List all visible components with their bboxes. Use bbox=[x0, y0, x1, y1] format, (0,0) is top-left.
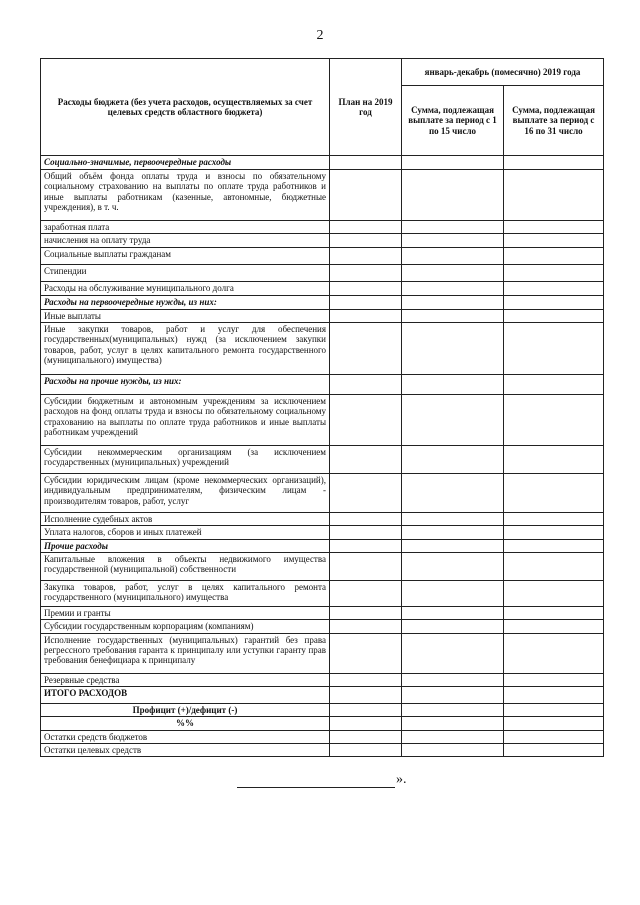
row-label: Уплата налогов, сборов и иных платежей bbox=[41, 526, 330, 539]
closing-quote: ». bbox=[396, 772, 407, 787]
table-row bbox=[41, 730, 604, 743]
table-row bbox=[41, 553, 604, 581]
row-label: Исполнение судебных актов bbox=[41, 513, 330, 526]
row-label: Субсидии бюджетным и автономным учреждениям за исключением расходов на фонд оплаты труда и взносы по обязательному социальному страхованию на выплаты по оплате труда работников и иные выплаты работникам учреждений bbox=[41, 395, 330, 446]
row-label: Иные выплаты bbox=[41, 309, 330, 322]
header-period: январь-декабрь (помесячно) 2019 года bbox=[402, 59, 604, 86]
table-row bbox=[41, 633, 604, 673]
budget-table bbox=[40, 58, 604, 757]
table-row bbox=[41, 581, 604, 607]
table-row bbox=[41, 717, 604, 730]
surplus-deficit-label: Профицит (+)/дефицит (-) bbox=[41, 704, 330, 717]
table-row bbox=[41, 687, 604, 704]
row-label: Иные закупки товаров, работ и услуг для обеспечения государственных(муниципальных) нужд (за исключением закупки товаров, работ, услуг в целях капитального ремонта государственного (муниципального) имущества) bbox=[41, 323, 330, 375]
table-row bbox=[41, 526, 604, 539]
total-label: ИТОГО РАСХОДОВ bbox=[41, 687, 330, 704]
table-row bbox=[41, 248, 604, 265]
table-row bbox=[41, 474, 604, 513]
header-second-half: Сумма, подлежащая выплате за период с 16 по 31 число bbox=[504, 86, 604, 156]
table-row bbox=[41, 282, 604, 296]
table-row bbox=[41, 156, 604, 170]
section-label: Социально-значимые, первоочередные расходы bbox=[41, 156, 330, 170]
table-row bbox=[41, 539, 604, 552]
row-label: Стипендии bbox=[41, 265, 330, 282]
table-row bbox=[41, 744, 604, 757]
row-label: Резервные средства bbox=[41, 673, 330, 686]
percent-label: %% bbox=[41, 717, 330, 730]
table-row bbox=[41, 221, 604, 234]
section-label: Прочие расходы bbox=[41, 539, 330, 552]
table-row bbox=[41, 607, 604, 620]
row-label: Субсидии некоммерческим организациям (за исключением государственных (муниципальных) учреждений bbox=[41, 446, 330, 474]
table-row bbox=[41, 234, 604, 248]
table-row bbox=[41, 704, 604, 717]
row-label: Остатки целевых средств bbox=[41, 744, 330, 757]
row-label: Премии и гранты bbox=[41, 607, 330, 620]
row-label: Общий объём фонда оплаты труда и взносы по обязательному социальному страхованию на выплаты по оплате труда работников и иные выплаты работникам (казенные, автономные, бюджетные учреждения), в т. ч. bbox=[41, 170, 330, 221]
table-row bbox=[41, 513, 604, 526]
row-label: Субсидии государственным корпорациям (компаниям) bbox=[41, 620, 330, 633]
table-row bbox=[41, 375, 604, 395]
table-row bbox=[41, 309, 604, 322]
table-row bbox=[41, 296, 604, 309]
table-row bbox=[41, 265, 604, 282]
signature-line bbox=[237, 787, 395, 788]
row-label: начисления на оплату труда bbox=[41, 234, 330, 248]
row-label: Социальные выплаты гражданам bbox=[41, 248, 330, 265]
table-row bbox=[41, 395, 604, 446]
header-plan: План на 2019 год bbox=[330, 59, 402, 156]
header-first-half: Сумма, подлежащая выплате за период с 1 по 15 число bbox=[402, 86, 504, 156]
table-row bbox=[41, 170, 604, 221]
table-row bbox=[41, 673, 604, 686]
row-label: Субсидии юридическим лицам (кроме некоммерческих организаций), индивидуальным предпринимателям, физическим лицам - производителям товаров, работ, услуг bbox=[41, 474, 330, 513]
row-label: заработная плата bbox=[41, 221, 330, 234]
table-row bbox=[41, 323, 604, 375]
row-label: Остатки средств бюджетов bbox=[41, 730, 330, 743]
row-label: Расходы на обслуживание муниципального долга bbox=[41, 282, 330, 296]
table-row bbox=[41, 446, 604, 474]
row-label: Закупка товаров, работ, услуг в целях капитального ремонта государственного (муниципального) имущества bbox=[41, 581, 330, 607]
row-label: Капитальные вложения в объекты недвижимого имущества государственной (муниципальной) собственности bbox=[41, 553, 330, 581]
section-label: Расходы на первоочередные нужды, из них: bbox=[41, 296, 330, 309]
section-label: Расходы на прочие нужды, из них: bbox=[41, 375, 330, 395]
table-row bbox=[41, 620, 604, 633]
page-number: 2 bbox=[316, 28, 324, 43]
header-expenditure: Расходы бюджета (без учета расходов, осуществляемых за счет целевых средств областного бюджета) bbox=[41, 59, 330, 156]
row-label: Исполнение государственных (муниципальных) гарантий без права регрессного требования гаранта к принципалу или уступки гаранту прав требования бенефициара к принципалу bbox=[41, 633, 330, 673]
